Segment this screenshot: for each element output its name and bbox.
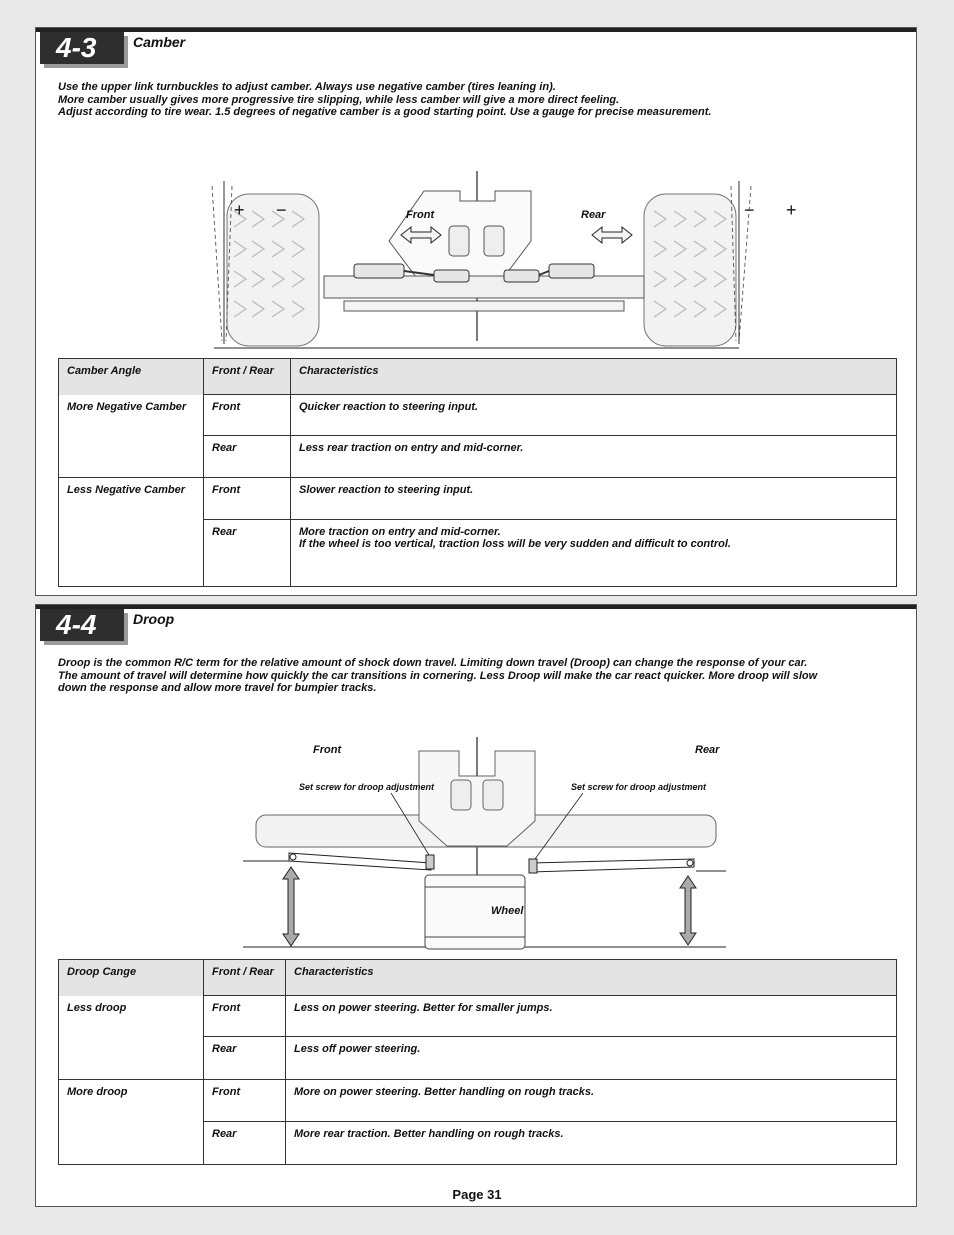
position-cell: Front	[204, 395, 291, 436]
section-top-bar	[36, 605, 916, 609]
characteristic-cell: Less off power steering.	[286, 1037, 897, 1080]
table-row	[59, 395, 897, 436]
header-cell: Characteristics	[291, 359, 897, 395]
characteristic-line: More traction on entry and mid-corner.	[299, 526, 501, 538]
characteristic-cell: Slower reaction to steering input.	[291, 478, 897, 520]
travel-arrow-front	[283, 867, 299, 946]
section-number-badge: 4-3	[40, 32, 124, 64]
group-label: More Negative Camber	[59, 395, 204, 478]
position-cell: Rear	[204, 1037, 286, 1080]
chassis	[256, 751, 716, 847]
rear-label: Rear	[581, 209, 606, 221]
setscrew-label-rear: Set screw for droop adjustment	[571, 782, 707, 792]
characteristic-cell: Less rear traction on entry and mid-corner.	[291, 436, 897, 478]
camber-illustration	[194, 166, 797, 356]
position-cell: Rear	[204, 436, 291, 478]
section-top-bar	[36, 28, 916, 32]
table-header-row	[59, 359, 897, 395]
intro-line: down the response and allow more travel for bumpier tracks.	[58, 682, 377, 694]
right-tire	[644, 194, 736, 346]
header-cell: Front / Rear	[204, 359, 291, 395]
plus-sign-right: +	[786, 200, 797, 220]
camber-diagram	[194, 166, 797, 356]
position-cell: Rear	[204, 520, 291, 587]
droop-link-front	[289, 853, 434, 870]
group-label: Less Negative Camber	[59, 478, 204, 587]
group-label: Less droop	[59, 996, 204, 1080]
minus-sign-right: −	[744, 200, 755, 220]
camber-section	[35, 27, 917, 596]
droop-section	[35, 604, 917, 1207]
droop-link-rear	[529, 859, 694, 873]
adjust-arrow-right	[592, 227, 632, 243]
intro-line: Droop is the common R/C term for the relative amount of shock down travel. Limiting down travel (Droop) can change the response of your car.	[58, 657, 808, 669]
intro-line: Adjust according to tire wear. 1.5 degrees of negative camber is a good starting point. Use a gauge for precise measurement.	[58, 106, 712, 118]
front-label: Front	[313, 744, 342, 756]
setscrew-label-front: Set screw for droop adjustment	[299, 782, 435, 792]
table-header-row	[59, 960, 897, 996]
group-label: More droop	[59, 1080, 204, 1165]
characteristic-cell: Quicker reaction to steering input.	[291, 395, 897, 436]
characteristic-cell: Less on power steering. Better for smaller jumps.	[286, 996, 897, 1037]
header-cell: Front / Rear	[204, 960, 286, 996]
droop-illustration	[241, 735, 731, 951]
minus-sign-left: −	[276, 200, 287, 220]
table-row	[59, 478, 897, 520]
position-cell: Front	[204, 996, 286, 1037]
characteristic-cell: More on power steering. Better handling on rough tracks.	[286, 1080, 897, 1122]
droop-table	[58, 959, 897, 1165]
section-number-badge: 4-4	[40, 609, 124, 641]
section-title: Droop	[133, 611, 175, 627]
position-cell: Front	[204, 1080, 286, 1122]
droop-diagram	[241, 735, 731, 951]
position-cell: Front	[204, 478, 291, 520]
header-cell: Droop Cange	[59, 960, 204, 996]
intro-line: Use the upper link turnbuckles to adjust camber. Always use negative camber (tires leaning in).	[58, 81, 556, 93]
intro-line: The amount of travel will determine how quickly the car transitions in cornering. Less Droop will make the car react quicker. More droop will slow	[58, 669, 818, 682]
intro-line: More camber usually gives more progressive tire slipping, while less camber will give a more direct feeling.	[58, 93, 620, 106]
wheel-label: Wheel	[491, 905, 524, 917]
plus-sign-left: +	[234, 200, 245, 220]
front-label: Front	[406, 209, 435, 221]
characteristic-line: If the wheel is too vertical, traction loss will be very sudden and difficult to control.	[299, 538, 731, 550]
camber-table	[58, 358, 897, 587]
characteristic-cell: More rear traction. Better handling on rough tracks.	[286, 1122, 897, 1165]
characteristic-cell	[291, 520, 897, 587]
header-cell: Characteristics	[286, 960, 897, 996]
position-cell: Rear	[204, 1122, 286, 1165]
table-row	[59, 1080, 897, 1122]
section-title: Camber	[133, 34, 186, 50]
intro-text	[58, 657, 817, 695]
travel-arrow-rear	[680, 876, 696, 945]
header-cell: Camber Angle	[59, 359, 204, 395]
rear-label: Rear	[695, 744, 720, 756]
intro-text	[58, 81, 711, 119]
table-row	[59, 996, 897, 1037]
page-number: Page 31	[452, 1187, 502, 1202]
